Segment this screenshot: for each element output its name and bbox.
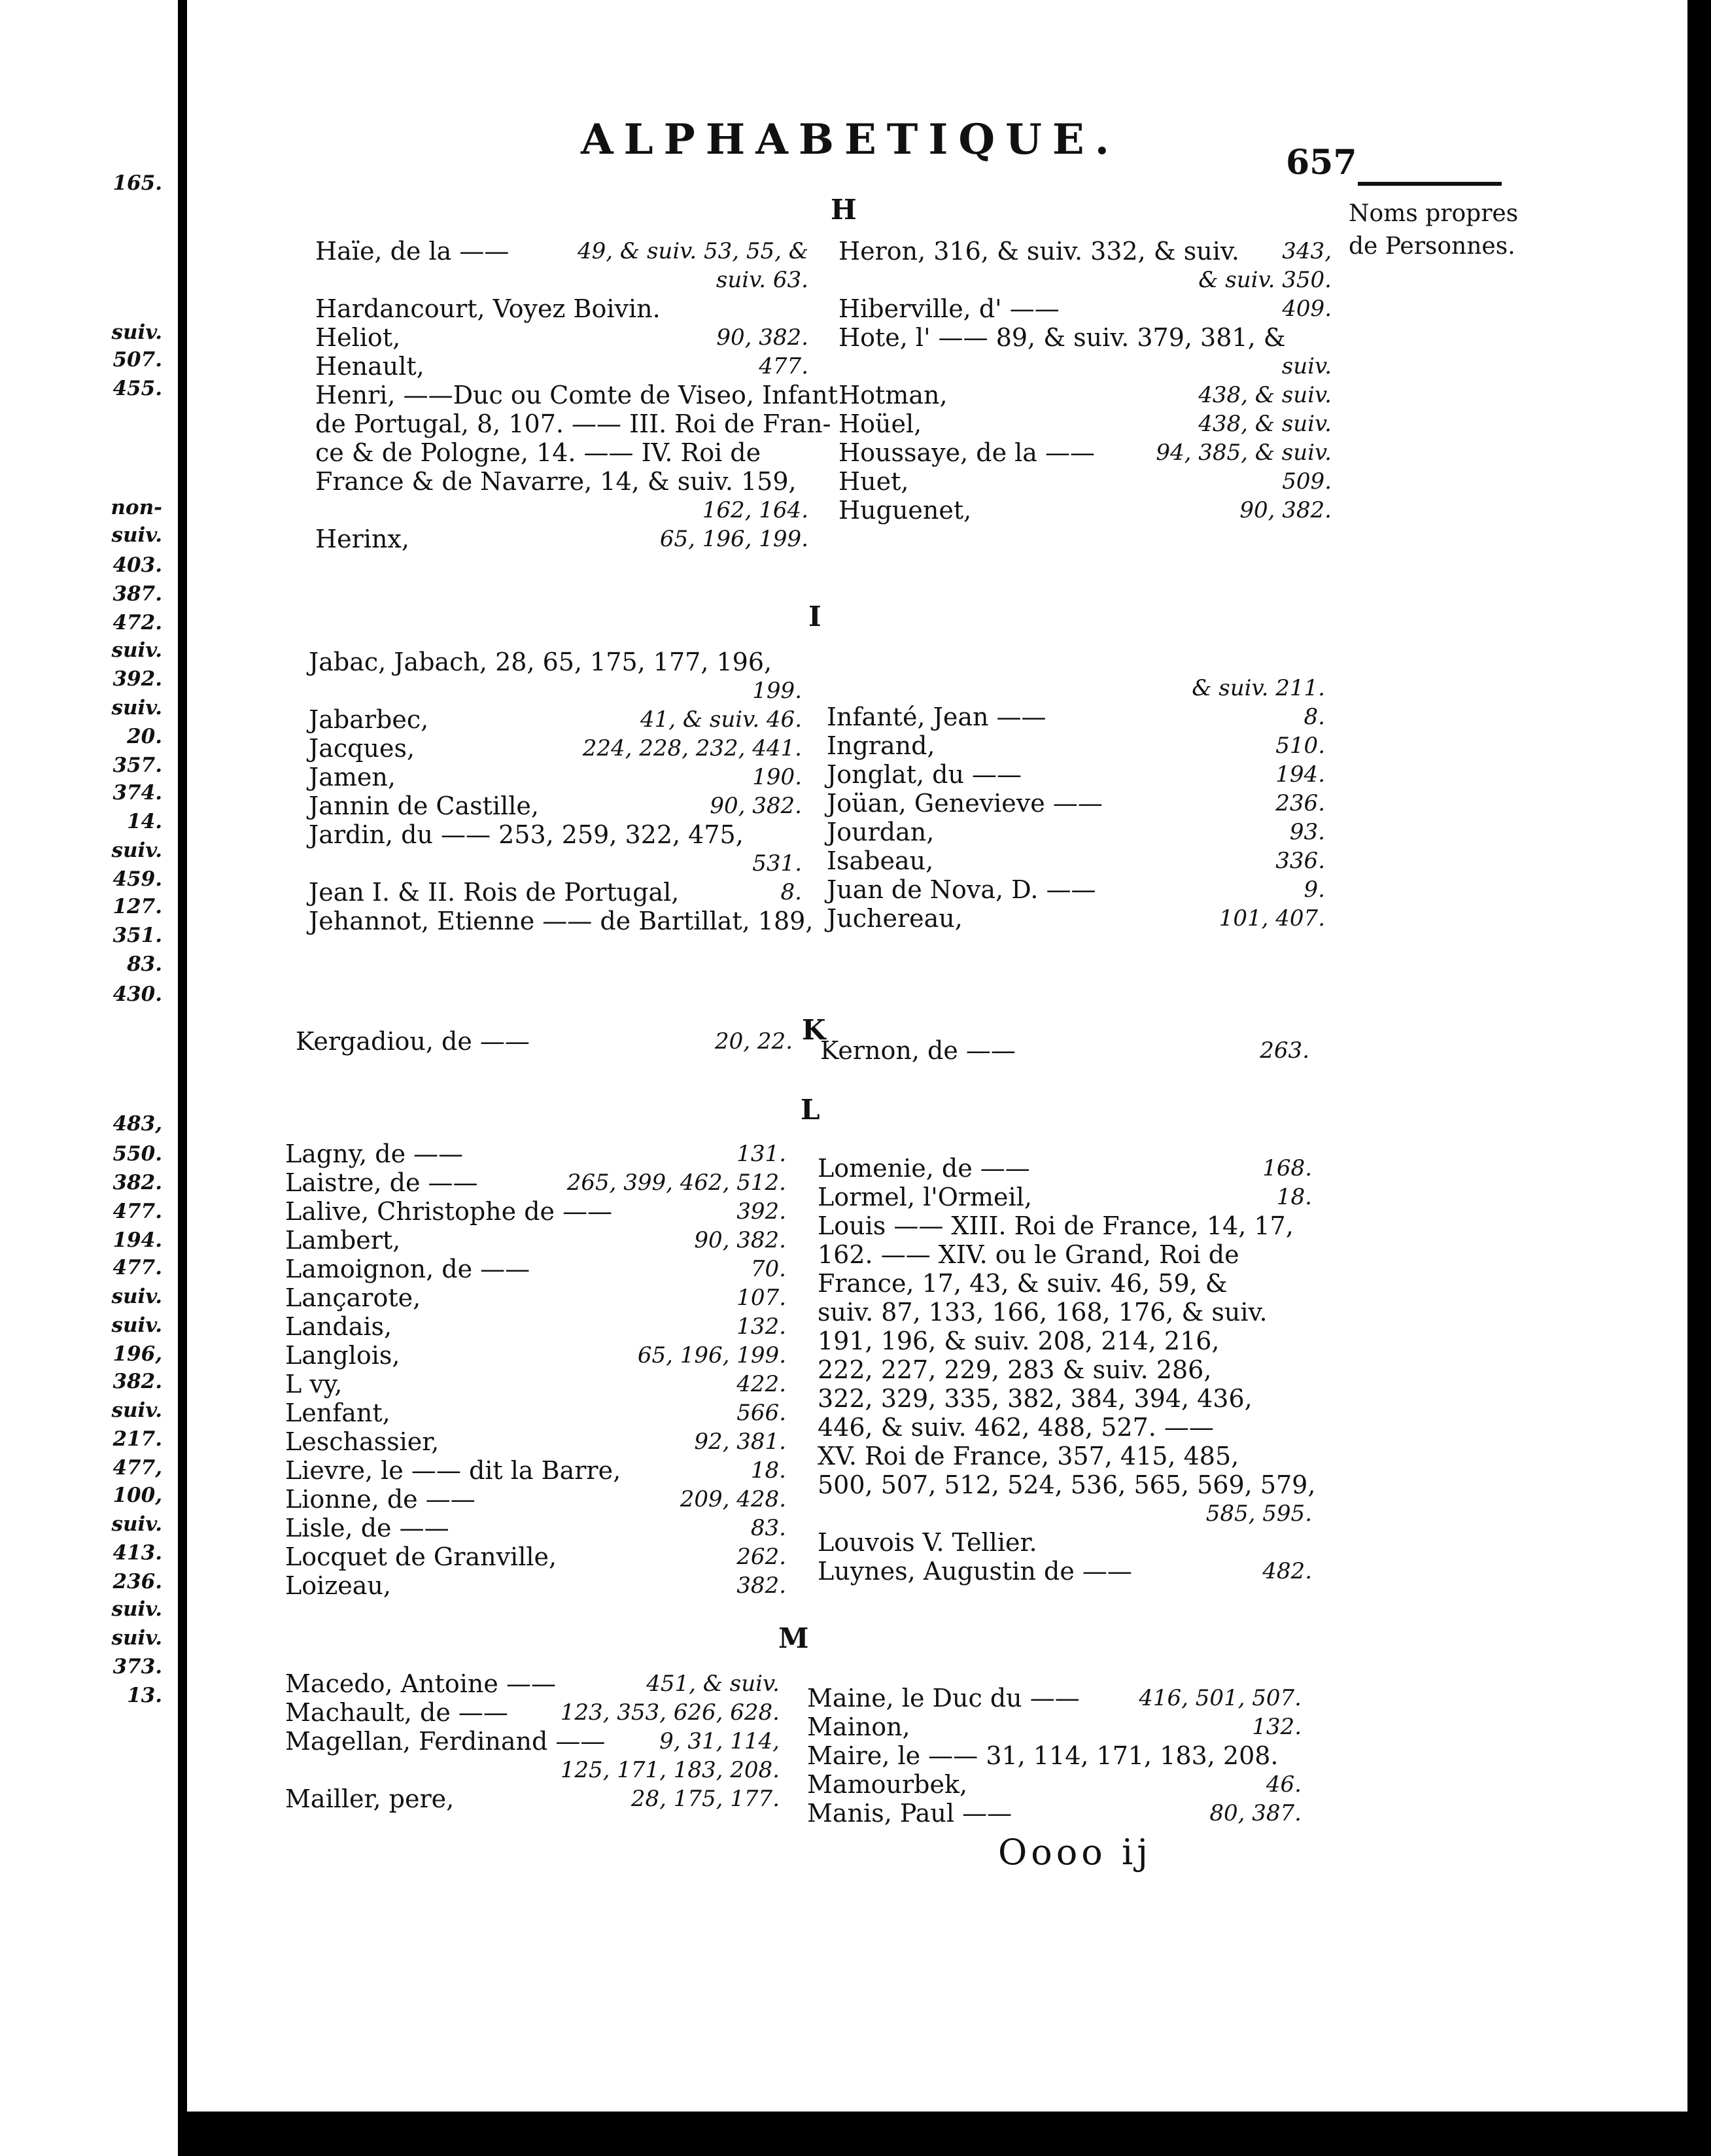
previous-page-fragment: 483,: [112, 1112, 162, 1136]
previous-page-fragment: 477,: [112, 1456, 162, 1480]
index-entry-pages: 190.: [752, 764, 802, 790]
index-entry-name: Magellan, Ferdinand ——: [285, 1727, 606, 1756]
index-entry-name: Jannin de Castille,: [309, 791, 539, 820]
index-entry-name: Huet,: [838, 467, 909, 496]
index-entry-pages: suiv.: [1281, 353, 1332, 379]
index-entry-pages: 94, 385, & suiv.: [1156, 440, 1332, 466]
previous-page-fragment: 373.: [112, 1655, 162, 1678]
previous-page-fragment: 507.: [112, 348, 162, 372]
previous-page-fragment: 392.: [112, 667, 162, 691]
previous-page-fragment: 472.: [112, 611, 162, 635]
previous-page-fragment: 351.: [112, 924, 162, 947]
index-entry-pages: 224, 228, 232, 441.: [582, 735, 802, 761]
index-entry-name: Heliot,: [315, 323, 401, 352]
index-entry-pages: 510.: [1275, 733, 1325, 759]
index-entry-name: Henri, ——Duc ou Comte de Viseo, Infant: [315, 381, 838, 409]
previous-page-fragment: 382.: [112, 1171, 162, 1194]
index-entry-pages: 49, & suiv. 53, 55, &: [578, 238, 808, 264]
previous-page-fragment: 403.: [112, 553, 162, 577]
index-entry-name: ce & de Pologne, 14. —— IV. Roi de: [315, 438, 761, 467]
previous-page-fragment: 236.: [112, 1570, 162, 1593]
index-entry-pages: 477.: [759, 353, 808, 379]
index-entry-name: 162. —— XIV. ou le Grand, Roi de: [818, 1240, 1239, 1269]
index-entry-name: 322, 329, 335, 382, 384, 394, 436,: [818, 1384, 1253, 1413]
section-letter-l: L: [801, 1094, 820, 1126]
previous-page-fragment: 430.: [112, 982, 162, 1006]
previous-page-fragment: 550.: [112, 1142, 162, 1166]
index-entry-name: Leschassier,: [285, 1427, 440, 1456]
index-entry-pages: 90, 382.: [710, 793, 802, 819]
index-entry-name: Haïe, de la ——: [315, 237, 510, 266]
index-entry-pages: 392.: [736, 1198, 786, 1225]
index-entry-pages: 265, 399, 462, 512.: [566, 1170, 786, 1196]
index-entry-pages: 9.: [1304, 877, 1325, 903]
previous-page-fragment: 382.: [112, 1370, 162, 1393]
index-entry-name: Maine, le Duc du ——: [807, 1684, 1080, 1713]
index-entry-pages: 70.: [750, 1256, 786, 1282]
index-entry-name: Loizeau,: [285, 1571, 391, 1600]
index-entry-pages: 199.: [752, 678, 802, 704]
index-entry-name: Lagny, de ——: [285, 1139, 464, 1168]
index-entry-pages: 18.: [1276, 1184, 1312, 1210]
index-entry-name: Jean I. & II. Rois de Portugal,: [309, 878, 680, 907]
index-entry-pages: 18.: [750, 1457, 786, 1484]
index-entry-name: Manis, Paul ——: [807, 1799, 1012, 1828]
index-entry-pages: 194.: [1275, 761, 1325, 788]
index-entry-name: Lambert,: [285, 1226, 401, 1255]
index-entry-name: Heron, 316, & suiv. 332, & suiv.: [838, 237, 1239, 266]
index-entry-name: Isabeau,: [827, 846, 934, 875]
index-entry-name: Lenfant,: [285, 1399, 390, 1427]
previous-page-fragment: 387.: [112, 582, 162, 606]
index-entry-pages: & suiv. 350.: [1198, 267, 1332, 293]
previous-page-fragment: 83.: [127, 952, 162, 976]
index-entry-pages: 90, 382.: [1239, 497, 1332, 523]
index-entry-pages: 566.: [736, 1400, 786, 1426]
page-title: ALPHABETIQUE.: [581, 115, 1120, 164]
index-page: [187, 0, 1687, 2112]
index-entry-name: Landais,: [285, 1312, 392, 1341]
index-entry-pages: 107.: [736, 1285, 786, 1311]
index-entry-name: Lionne, de ——: [285, 1485, 475, 1514]
index-entry-name: Lievre, le —— dit la Barre,: [285, 1456, 621, 1485]
index-entry-pages: suiv. 63.: [716, 267, 808, 293]
index-entry-pages: 422.: [736, 1371, 786, 1397]
index-entry-name: Mailler, pere,: [285, 1784, 455, 1813]
index-entry-name: France & de Navarre, 14, & suiv. 159,: [315, 467, 797, 496]
previous-page-fragment: 194.: [112, 1228, 162, 1252]
index-entry-name: Lomenie, de ——: [818, 1154, 1030, 1183]
index-entry-pages: 65, 196, 199.: [659, 526, 808, 552]
index-entry-pages: 125, 171, 183, 208.: [560, 1757, 780, 1783]
index-entry-name: 446, & suiv. 462, 488, 527. ——: [818, 1413, 1214, 1442]
index-entry-name: Hote, l' —— 89, & suiv. 379, 381, &: [838, 323, 1286, 352]
index-entry-name: Jacques,: [309, 734, 415, 763]
index-entry-name: Luynes, Augustin de ——: [818, 1557, 1132, 1586]
index-entry-name: XV. Roi de France, 357, 415, 485,: [818, 1442, 1239, 1470]
index-entry-pages: 90, 382.: [716, 324, 808, 351]
previous-page-fragment: 217.: [112, 1427, 162, 1451]
section-letter-i: I: [808, 600, 821, 633]
previous-page-fragment: 459.: [112, 867, 162, 891]
previous-page-fragment: non-: [111, 496, 162, 519]
index-entry-pages: 482.: [1262, 1558, 1312, 1584]
index-entry-pages: 209, 428.: [680, 1486, 786, 1512]
index-entry-pages: & suiv. 211.: [1192, 675, 1325, 701]
index-entry-pages: 451, & suiv.: [646, 1671, 780, 1697]
previous-page-fragment: 374.: [112, 781, 162, 805]
index-entry-name: Juchereau,: [827, 904, 963, 933]
index-entry-pages: 382.: [736, 1573, 786, 1599]
book-gutter: [178, 0, 187, 2156]
index-entry-name: Louvois V. Tellier.: [818, 1528, 1037, 1557]
index-entry-name: Infanté, Jean ——: [827, 703, 1046, 731]
index-entry-pages: 9, 31, 114,: [659, 1728, 780, 1754]
index-entry-pages: 168.: [1262, 1155, 1312, 1181]
index-entry-name: Hoüel,: [838, 409, 922, 438]
previous-page-fragment: 127.: [112, 895, 162, 918]
index-entry-name: Ingrand,: [827, 731, 935, 760]
index-entry-pages: 262.: [736, 1544, 786, 1570]
index-entry-name: Kernon, de ——: [820, 1036, 1016, 1065]
index-entry-name: de Portugal, 8, 107. —— III. Roi de Fran-: [315, 409, 831, 438]
index-entry-name: Joüan, Genevieve ——: [827, 789, 1103, 818]
index-entry-pages: 92, 381.: [694, 1429, 786, 1455]
index-entry-name: Mamourbek,: [807, 1770, 968, 1799]
index-entry-pages: 585, 595.: [1205, 1501, 1312, 1527]
previous-page-fragment: suiv.: [111, 1512, 162, 1536]
previous-page-fragment: suiv.: [111, 839, 162, 862]
previous-page-fragment: suiv.: [111, 523, 162, 547]
previous-page-fragment: suiv.: [111, 321, 162, 344]
previous-page-fragment: suiv.: [111, 1313, 162, 1337]
index-entry-pages: 41, & suiv. 46.: [640, 706, 802, 733]
index-entry-name: Jabarbec,: [309, 705, 429, 734]
index-entry-pages: 509.: [1282, 468, 1332, 495]
index-entry-pages: 416, 501, 507.: [1139, 1685, 1302, 1711]
index-entry-name: Langlois,: [285, 1341, 400, 1370]
previous-page-fragment: 20.: [127, 725, 162, 748]
previous-page-fragment: 165.: [112, 171, 162, 195]
section-letter-h: H: [831, 194, 857, 226]
index-entry-name: suiv. 87, 133, 166, 168, 176, & suiv.: [818, 1298, 1268, 1327]
index-entry-pages: 80, 387.: [1209, 1800, 1302, 1826]
index-entry-pages: 123, 353, 626, 628.: [560, 1699, 780, 1726]
previous-page-margin: [0, 0, 178, 2156]
signature-mark: Oooo ij: [998, 1832, 1152, 1873]
index-entry-name: Henault,: [315, 352, 424, 381]
index-entry-pages: 131.: [736, 1141, 786, 1167]
previous-page-fragment: 455.: [112, 377, 162, 400]
index-entry-name: Locquet de Granville,: [285, 1542, 557, 1571]
index-entry-pages: 162, 164.: [702, 497, 808, 523]
previous-page-fragment: suiv.: [111, 1626, 162, 1650]
previous-page-fragment: suiv.: [111, 1285, 162, 1308]
index-entry-pages: 101, 407.: [1218, 905, 1325, 931]
index-entry-name: Jehannot, Etienne —— de Bartillat, 189,: [309, 907, 814, 935]
index-entry-name: Laistre, de ——: [285, 1168, 478, 1197]
index-entry-name: Lamoignon, de ——: [285, 1255, 530, 1283]
index-entry-pages: 236.: [1275, 790, 1325, 816]
previous-page-fragment: suiv.: [111, 1597, 162, 1621]
index-entry-pages: 65, 196, 199.: [637, 1342, 786, 1368]
index-entry-name: Machault, de ——: [285, 1698, 508, 1727]
previous-page-fragment: suiv.: [111, 696, 162, 720]
index-entry-pages: 531.: [752, 850, 802, 877]
previous-page-fragment: 100,: [112, 1484, 162, 1507]
header-rule: [1358, 182, 1502, 186]
index-entry-name: Lançarote,: [285, 1283, 421, 1312]
index-entry-name: Jabac, Jabach, 28, 65, 175, 177, 196,: [309, 648, 772, 676]
index-entry-pages: 8.: [1304, 704, 1325, 730]
index-entry-pages: 46.: [1266, 1771, 1302, 1798]
index-entry-name: 500, 507, 512, 524, 536, 565, 569, 579,: [818, 1470, 1316, 1499]
page-number: 657: [1286, 143, 1357, 183]
index-entry-name: 191, 196, & suiv. 208, 214, 216,: [818, 1327, 1220, 1355]
index-entry-pages: 438, & suiv.: [1198, 411, 1332, 437]
index-entry-name: Kergadiou, de ——: [296, 1027, 530, 1056]
index-entry-name: Huguenet,: [838, 496, 972, 525]
index-entry-pages: 90, 382.: [694, 1227, 786, 1253]
index-entry-pages: 263.: [1260, 1037, 1309, 1064]
index-entry-name: Louis —— XIII. Roi de France, 14, 17,: [818, 1211, 1294, 1240]
index-entry-pages: 132.: [1252, 1714, 1302, 1740]
index-entry-name: 222, 227, 229, 283 & suiv. 286,: [818, 1355, 1212, 1384]
side-note-line: de Personnes.: [1349, 233, 1515, 260]
index-entry-name: Juan de Nova, D. ——: [827, 875, 1096, 904]
previous-page-fragment: 357.: [112, 754, 162, 777]
section-letter-m: M: [778, 1622, 809, 1654]
index-entry-pages: 8.: [780, 879, 802, 905]
index-entry-name: L vy,: [285, 1370, 343, 1399]
index-entry-name: Jourdan,: [827, 818, 935, 846]
index-entry-pages: 83.: [750, 1515, 786, 1541]
index-entry-name: Lormel, l'Ormeil,: [818, 1183, 1032, 1211]
index-entry-name: Jonglat, du ——: [827, 760, 1022, 789]
index-entry-pages: 93.: [1289, 819, 1325, 845]
index-entry-name: Macedo, Antoine ——: [285, 1669, 556, 1698]
index-entry-pages: 409.: [1282, 296, 1332, 322]
section-letter-k: K: [802, 1014, 826, 1046]
index-entry-name: Hiberville, d' ——: [838, 294, 1060, 323]
index-entry-name: Herinx,: [315, 525, 409, 553]
index-entry-name: Hotman,: [838, 381, 948, 409]
index-entry-pages: 343,: [1282, 238, 1332, 264]
index-entry-name: Jamen,: [309, 763, 396, 791]
index-entry-name: Mainon,: [807, 1713, 910, 1741]
index-entry-pages: 438, & suiv.: [1198, 382, 1332, 408]
index-entry-name: Houssaye, de la ——: [838, 438, 1096, 467]
side-note-line: Noms propres: [1349, 200, 1519, 227]
previous-page-fragment: 13.: [127, 1684, 162, 1707]
index-entry-name: Jardin, du —— 253, 259, 322, 475,: [309, 820, 744, 849]
index-entry-name: Hardancourt, Voyez Boivin.: [315, 294, 661, 323]
previous-page-fragment: 477.: [112, 1256, 162, 1279]
previous-page-fragment: 196,: [112, 1342, 162, 1366]
side-note: [1349, 198, 1518, 263]
previous-page-fragment: suiv.: [111, 1399, 162, 1422]
previous-page-fragment: suiv.: [111, 638, 162, 662]
previous-page-fragment: 413.: [112, 1541, 162, 1565]
previous-page-fragment: 14.: [127, 810, 162, 833]
index-entry-name: Lisle, de ——: [285, 1514, 449, 1542]
index-entry-name: Maire, le —— 31, 114, 171, 183, 208.: [807, 1741, 1279, 1770]
index-entry-pages: 132.: [736, 1313, 786, 1340]
index-entry-name: Lalive, Christophe de ——: [285, 1197, 613, 1226]
previous-page-fragment: 477.: [112, 1200, 162, 1223]
index-entry-pages: 28, 175, 177.: [631, 1786, 780, 1812]
index-entry-pages: 336.: [1275, 848, 1325, 874]
index-entry-pages: 20, 22.: [715, 1028, 793, 1054]
index-entry-name: France, 17, 43, & suiv. 46, 59, &: [818, 1269, 1228, 1298]
